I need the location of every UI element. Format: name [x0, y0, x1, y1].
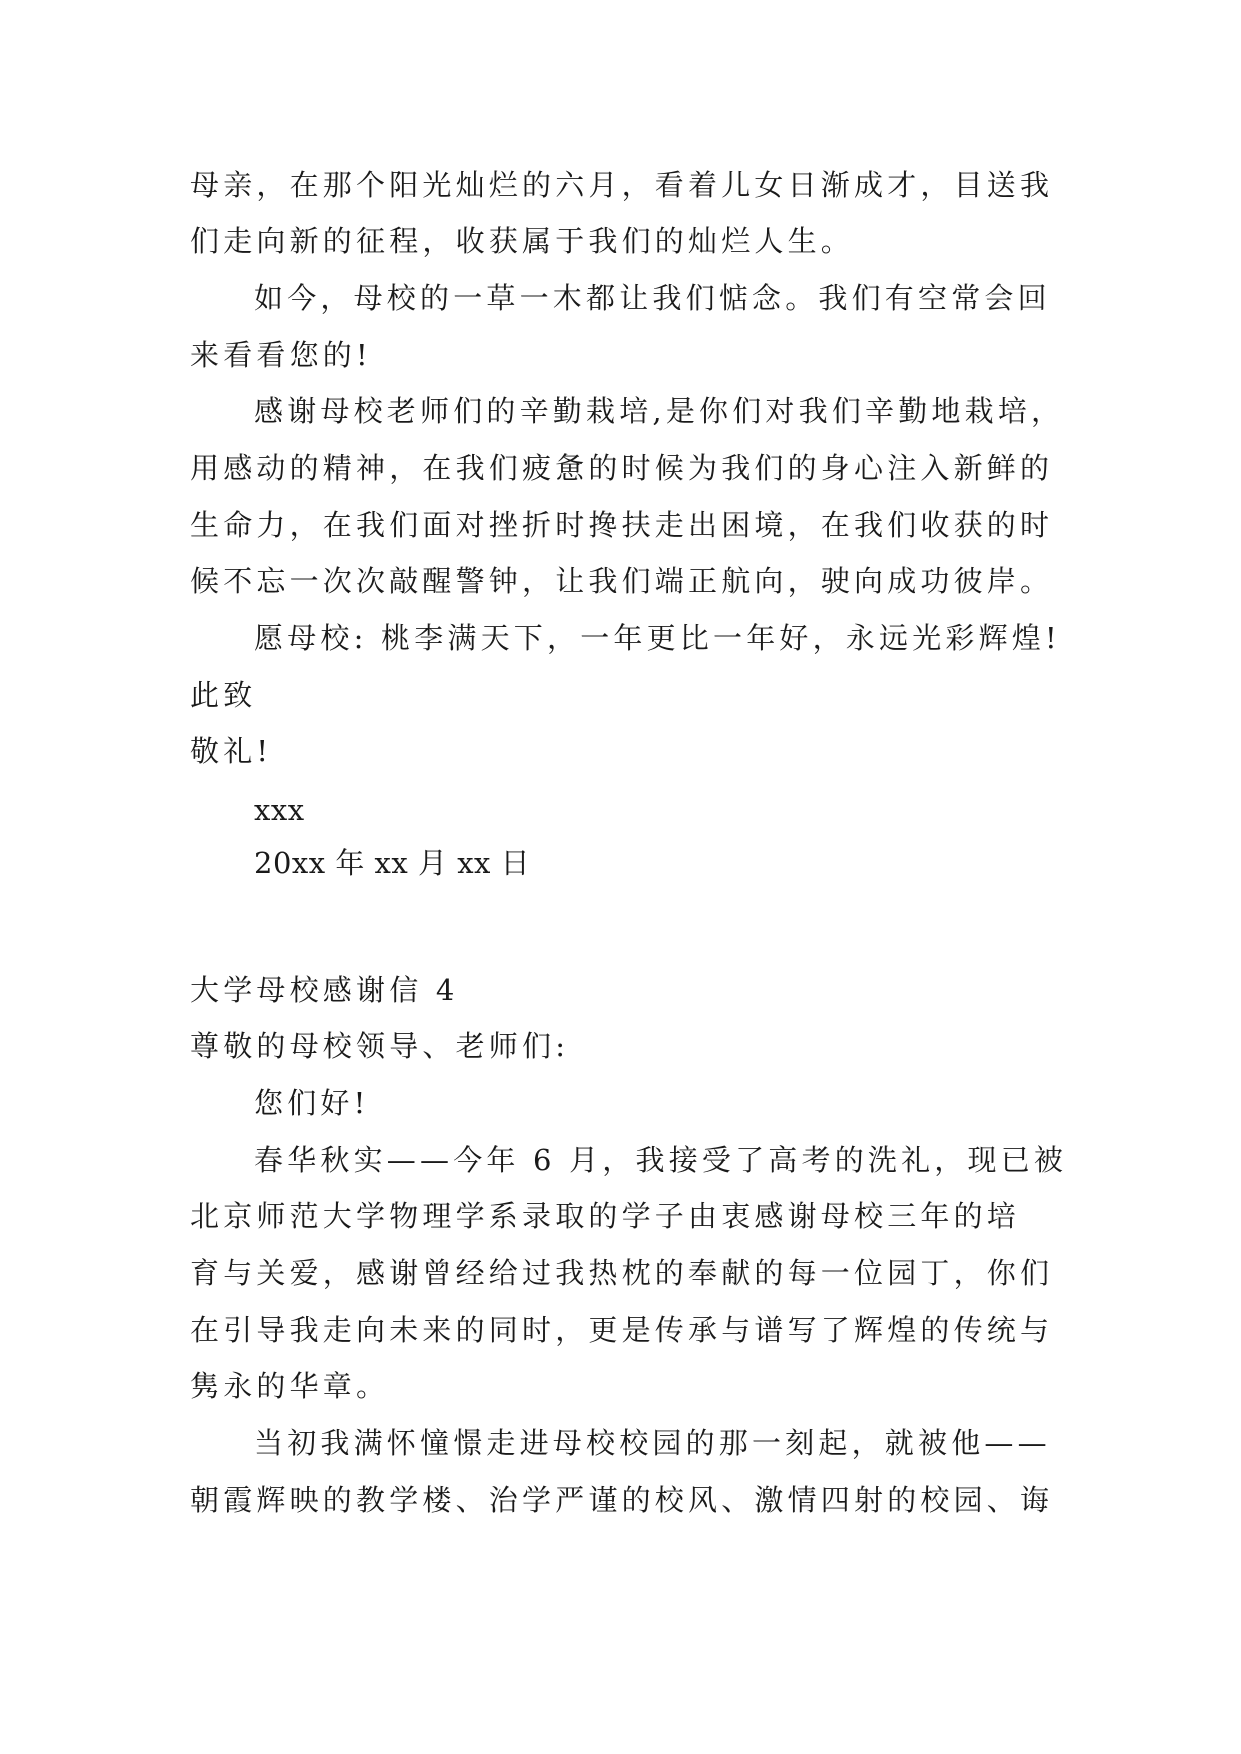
- text-line: 当初我满怀憧憬走进母校校园的那一刻起，就被他——: [254, 1426, 1051, 1460]
- salutation-line: 尊敬的母校领导、老师们:: [190, 1029, 570, 1063]
- text-line: 朝霞辉映的教学楼、治学严谨的校风、激情四射的校园、诲: [190, 1483, 1054, 1517]
- text-line: 育与关爱，感谢曾经给过我热枕的奉献的每一位园丁，你们: [190, 1256, 1054, 1290]
- text-line: 春华秋实——今年 6 月，我接受了高考的洗礼，现已被: [254, 1143, 1068, 1177]
- text-line: 愿母校: 桃李满天下，一年更比一年好，永远光彩辉煌!: [254, 621, 1061, 655]
- closing-line: 敬礼!: [190, 734, 273, 768]
- closing-line: 此致: [190, 678, 257, 712]
- text-line: 们走向新的征程，收获属于我们的灿烂人生。: [190, 224, 855, 258]
- text-line: 候不忘一次次敲醒警钟，让我们端正航向，驶向成功彼岸。: [190, 564, 1054, 598]
- text-line: 北京师范大学物理学系录取的学子由衷感谢母校三年的培: [190, 1199, 1021, 1233]
- greeting-line: 您们好!: [254, 1086, 370, 1120]
- text-line: 母亲，在那个阳光灿烂的六月，看着儿女日渐成才，目送我: [190, 168, 1054, 202]
- text-line: 隽永的华章。: [190, 1369, 390, 1403]
- text-line: 生命力，在我们面对挫折时搀扶走出困境，在我们收获的时: [190, 508, 1054, 542]
- text-line: 感谢母校老师们的辛勤栽培,是你们对我们辛勤地栽培，: [254, 394, 1065, 428]
- text-line: 来看看您的!: [190, 338, 372, 372]
- signature-line: xxx: [254, 793, 305, 827]
- section-title: 大学母校感谢信 4: [190, 973, 459, 1007]
- date-line: 20xx 年 xx 月 xx 日: [254, 846, 531, 880]
- text-line: 如今，母校的一草一木都让我们惦念。我们有空常会回: [254, 281, 1051, 315]
- text-line: 在引导我走向未来的同时，更是传承与谱写了辉煌的传统与: [190, 1313, 1054, 1347]
- text-line: 用感动的精神，在我们疲惫的时候为我们的身心注入新鲜的: [190, 451, 1054, 485]
